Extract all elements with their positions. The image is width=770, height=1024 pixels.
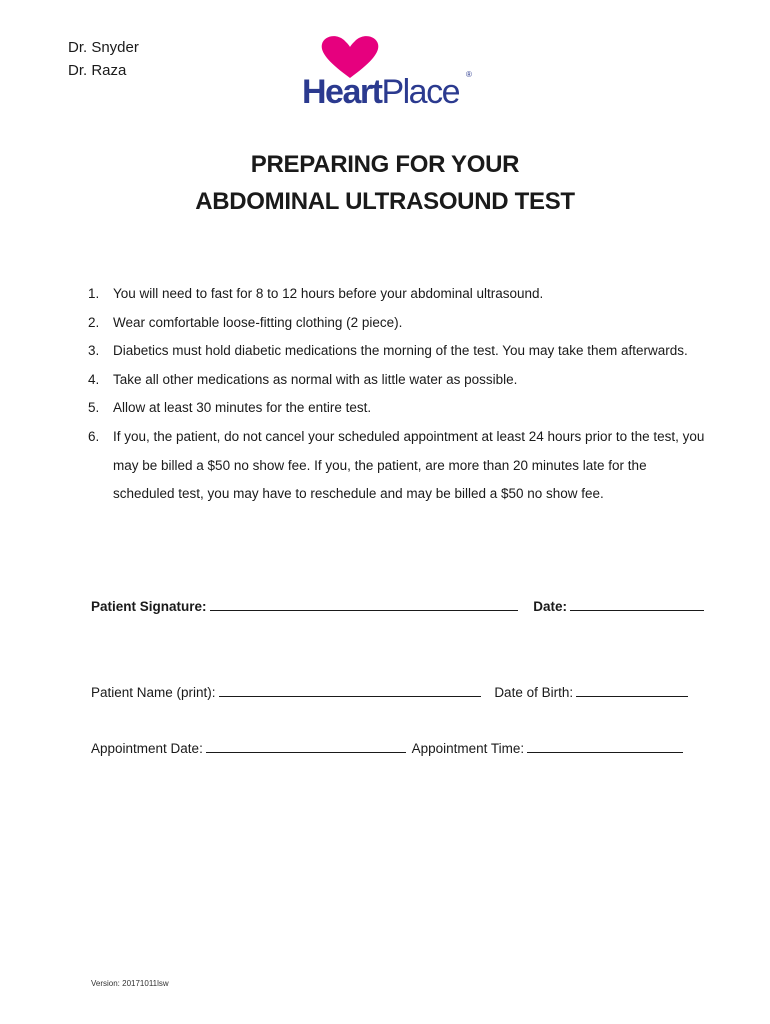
heartplace-logo bbox=[300, 34, 480, 114]
instruction-item bbox=[88, 394, 708, 423]
doctor-name-2: Dr. Raza bbox=[68, 62, 127, 79]
instruction-text: You will need to fast for 8 to 12 hours before your abdominal ultrasound. bbox=[113, 286, 544, 301]
title-line-1: PREPARING FOR YOUR bbox=[250, 151, 520, 178]
appointment-row bbox=[91, 738, 683, 756]
appointment-date-field[interactable] bbox=[206, 738, 406, 753]
instruction-item bbox=[88, 423, 708, 509]
patient-name-row bbox=[91, 682, 688, 700]
instruction-item bbox=[88, 309, 708, 338]
appointment-time-field[interactable] bbox=[527, 738, 683, 753]
patient-name-label: Patient Name (print): bbox=[91, 685, 216, 700]
doctor-names bbox=[68, 36, 139, 82]
instruction-number: 6. bbox=[88, 428, 100, 444]
date-of-birth-field[interactable] bbox=[576, 682, 688, 697]
instruction-text: Take all other medications as normal with as little water as possible. bbox=[113, 371, 518, 387]
instruction-number: 1. bbox=[88, 286, 100, 301]
date-of-birth-label: Date of Birth: bbox=[494, 685, 574, 700]
instruction-number: 5. bbox=[88, 400, 100, 416]
instruction-number: 3. bbox=[88, 343, 100, 359]
instruction-item bbox=[88, 366, 708, 395]
date-field[interactable] bbox=[570, 596, 704, 611]
patient-signature-field[interactable] bbox=[210, 596, 518, 611]
instruction-text: Diabetics must hold diabetic medications the morning of the test. You may take them afterwards. bbox=[113, 343, 688, 359]
instruction-text: If you, the patient, do not cancel your scheduled appointment at least 24 hours prior to the test, you may be billed a $50 no show fee. If you, the patient, are more than 20 minutes late for the scheduled test, you may have to reschedule and may be billed a $50 no show fee. bbox=[113, 428, 705, 502]
title-line-2: ABDOMINAL ULTRASOUND TEST bbox=[195, 188, 575, 215]
date-label: Date: bbox=[533, 599, 568, 614]
instruction-text: Wear comfortable loose-fitting clothing (2 piece). bbox=[113, 314, 403, 330]
version-label: Version: 20171011lsw bbox=[91, 979, 169, 988]
logo-word-place: Place bbox=[381, 73, 459, 111]
instruction-text: Allow at least 30 minutes for the entire test. bbox=[113, 400, 372, 416]
registered-mark: ® bbox=[466, 70, 472, 79]
signature-row bbox=[91, 596, 704, 614]
patient-name-field[interactable] bbox=[219, 682, 481, 697]
instruction-number: 2. bbox=[88, 314, 100, 330]
appointment-time-label: Appointment Time: bbox=[411, 741, 525, 756]
logo-word-heart: Heart bbox=[302, 73, 382, 111]
instruction-number: 4. bbox=[88, 371, 100, 387]
instruction-list bbox=[88, 280, 708, 509]
doctor-name-1: Dr. Snyder bbox=[68, 39, 139, 56]
appointment-date-label: Appointment Date: bbox=[91, 741, 203, 756]
page-title bbox=[0, 146, 770, 220]
logo-wordmark bbox=[302, 72, 459, 112]
instruction-item bbox=[88, 337, 708, 366]
instruction-item bbox=[88, 280, 708, 309]
patient-signature-label: Patient Signature: bbox=[91, 599, 207, 614]
